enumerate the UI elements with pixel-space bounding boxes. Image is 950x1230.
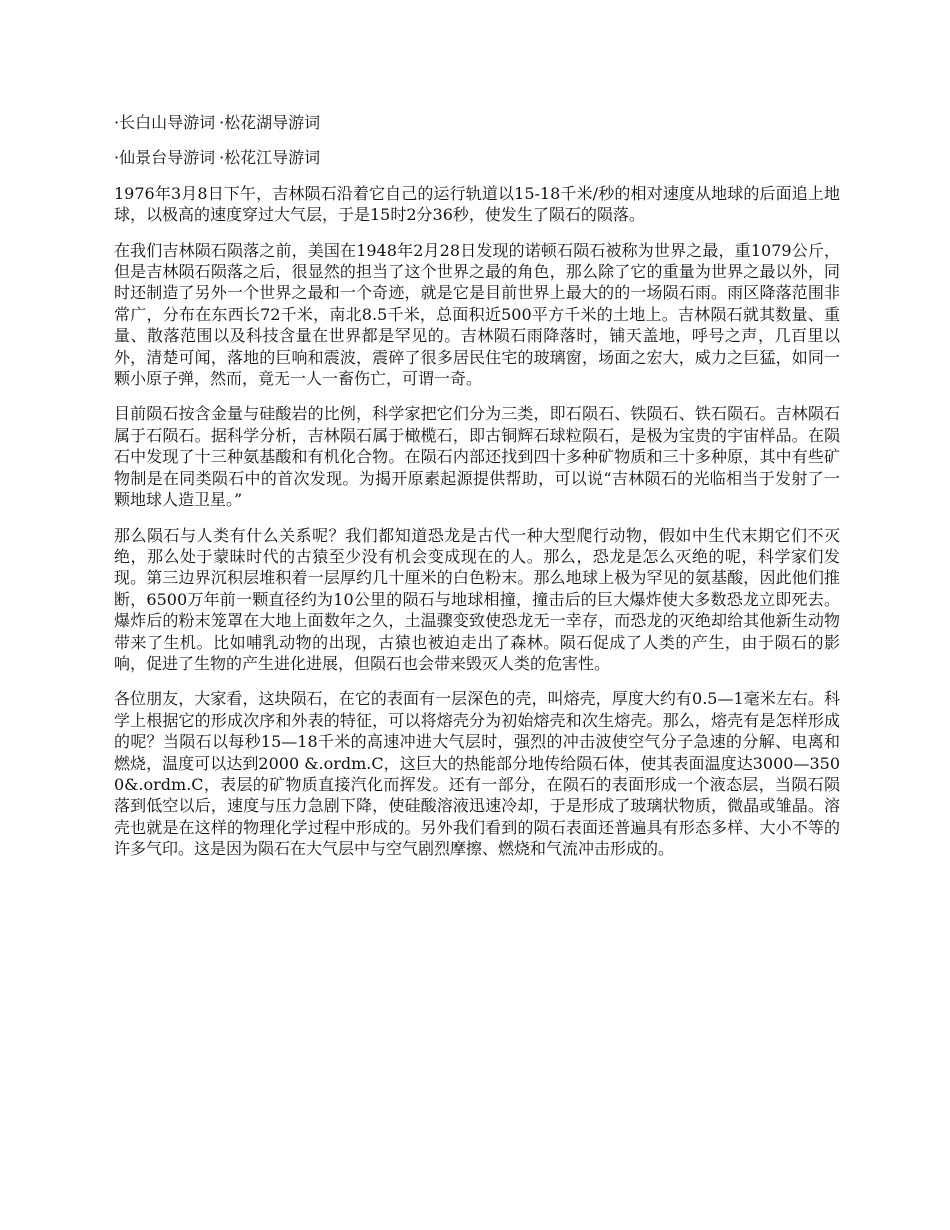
related-links-row-1 [114,112,840,133]
paragraph-world-record: 在我们吉林陨石陨落之前，美国在1948年2月28日发现的诺顿石陨石被称为世界之最，重1079公斤，但是吉林陨石陨落之后，很显然的担当了这个世界之最的角色，那么除了它的重量为世界之最以外，同时还制造了另外一个世界之最和一个奇迹，就是它是目前世界上最大的的一场陨石雨。雨区降落范围非常广，分布在东西长72千米，南北8.5千米，总面积近500平方千米的土地上。吉林陨石就其数量、重量、散落范围以及科技含量在世界都是罕见的。吉林陨石雨降落时，铺天盖地，呼号之声，几百里以外，清楚可闻，落地的巨响和震波，震碎了很多居民住宅的玻璃窗，场面之宏大，威力之巨猛，如同一颗小原子弹，然而，竟无一人一畜伤亡，可谓一奇。 [114,240,840,389]
link-xianjingtai-guide[interactable]: ·仙景台导游词 [114,148,216,168]
link-changbaishan-guide[interactable]: ·长白山导游词 [114,113,216,132]
paragraph-meteorites-and-humans: 那么陨石与人类有什么关系呢？我们都知道恐龙是古代一种大型爬行动物，假如中生代末期它们不灭绝，那么处于蒙昧时代的古猿至少没有机会变成现在的人。那么，恐龙是怎么灭绝的呢，科学家们发现。第三边界沉积层堆积着一层厚约几十厘米的白色粉末。那么地球上极为罕见的氨基酸，因此他们推断，6500万年前一颗直径约为10公里的陨石与地球相撞，撞击后的巨大爆炸使大多数恐龙立即死去。爆炸后的粉末笼罩在大地上面数年之久，土温骤变致使恐龙无一幸存，而恐龙的灭绝却给其他新生动物带来了生机。比如哺乳动物的出现，古猿也被迫走出了森林。陨石促成了人类的产生，由于陨石的影响，促进了生物的产生进化进展，但陨石也会带来毁灭人类的危害性。 [114,525,840,673]
related-links-row-2 [114,147,840,168]
paragraph-fusion-crust: 各位朋友，大家看，这块陨石，在它的表面有一层深色的壳，叫熔壳，厚度大约有0.5—1毫米左右。科学上根据它的形成次序和外表的特征，可以将熔壳分为初始熔壳和次生熔壳。那么，熔壳有是怎样形成的呢？当陨石以每秒15—18千米的高速冲进大气层时，强烈的冲击波使空气分子急速的分解、电离和燃烧，温度可以达到2000 &.ordm.C，这巨大的热能部分地传给陨石体，使其表面温度达3000—3500&.ordm.C，表层的矿物质直接汽化而挥发。还有一部分，在陨石的表面形成一个液态层，当陨石陨落到低空以后，速度与压力急剧下降，使硅酸溶液迅速冷却，于是形成了玻璃状物质，微晶或雏晶。溶壳也就是在这样的物理化学过程中形成的。另外我们看到的陨石表面还普遍具有形态多样、大小不等的许多气印。这是因为陨石在大气层中与空气剧烈摩擦、燃烧和气流冲击形成的。 [114,689,840,859]
link-songhua-lake-guide[interactable]: ·松花湖导游词 [219,113,321,132]
link-songhua-river-guide[interactable]: ·松花江导游词 [219,148,321,168]
document-page [114,112,840,874]
paragraph-meteorite-fall: 1976年3月8日下午，吉林陨石沿着它自己的运行轨道以15-18千米/秒的相对速度从地球的后面追上地球，以极高的速度穿过大气层，于是15时2分36秒，使发生了陨石的陨落。 [114,183,840,225]
paragraph-classification: 目前陨石按含金量与硅酸岩的比例，科学家把它们分为三类，即石陨石、铁陨石、铁石陨石。吉林陨石属于石陨石。据科学分析，吉林陨石属于橄榄石，即古铜辉石球粒陨石，是极为宝贵的宇宙样品。在陨石中发现了十三种氨基酸和有机化合物。在陨石内部还找到四十多种矿物质和三十多种原，其中有些矿物制是在同类陨石中的首次发现。为揭开原素起源提供帮助，可以说“吉林陨石的光临相当于发射了一颗地球人造卫星。” [114,404,840,510]
